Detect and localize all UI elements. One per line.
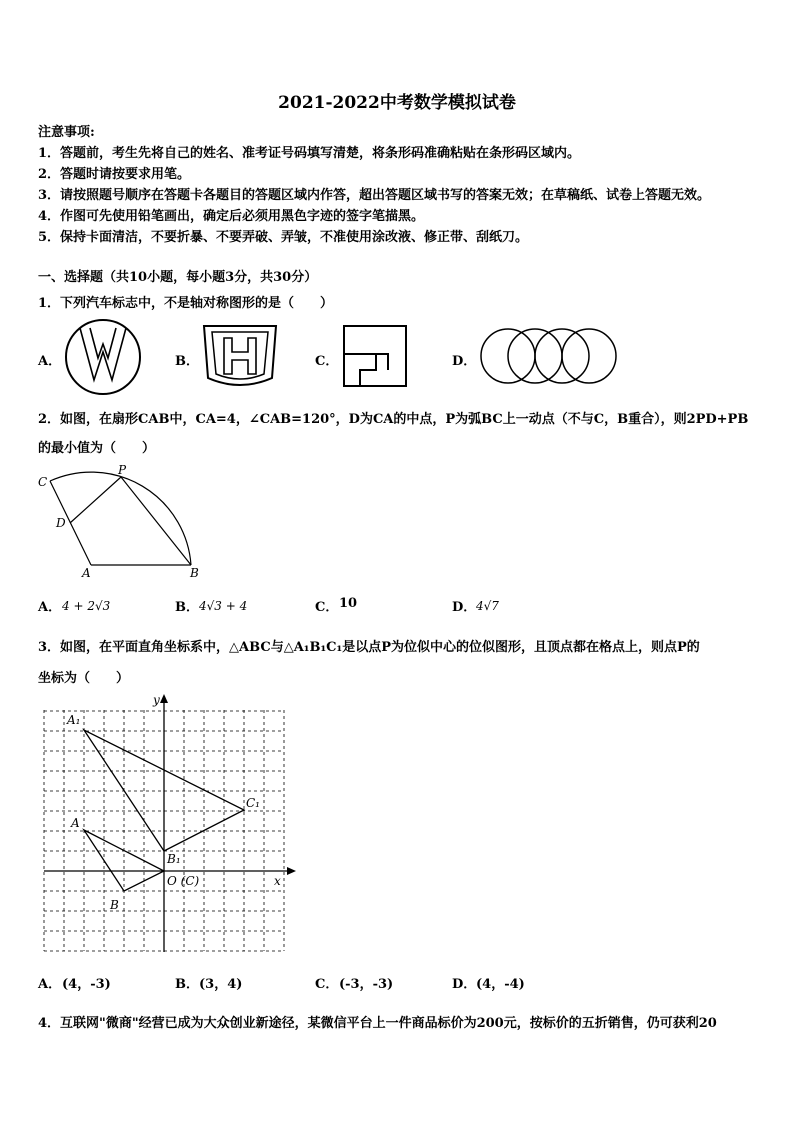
q2-option-c-label: C．	[315, 600, 339, 615]
label-c1: C₁	[246, 796, 260, 810]
logo-w-mark	[80, 328, 126, 380]
q3-option-b-value: (3，4)	[199, 977, 243, 992]
q2-option-c-value: 10	[339, 596, 358, 611]
notice-item: 1．答题前，考生先将自己的姓名、准考证号码填写清楚，将条形码准确粘贴在条形码区域内。	[38, 146, 581, 161]
q1-option-b-label: B．	[175, 354, 199, 369]
question-3-stem-line1: 3．如图，在平面直角坐标系中，△ABC与△A₁B₁C₁是以点P为位似中心的位似图形，且顶点都在格点上，则点P的	[38, 640, 700, 655]
question-2-stem-line1: 2．如图，在扇形CAB中，CA=4，∠CAB=120°，D为CA的中点，P为弧BC上一动点（不与C，B重合），则2PD+PB	[38, 412, 749, 427]
x-axis-arrow	[287, 867, 296, 875]
label-a: A	[82, 566, 91, 580]
label-d: D	[56, 516, 66, 530]
q1-option-a-logo	[62, 318, 144, 396]
label-x: x	[274, 874, 281, 888]
q2-option-d-value: 4√7	[476, 599, 499, 613]
q3-option-d-label: D．	[452, 977, 477, 992]
q3-option-c-label: C．	[315, 977, 339, 992]
q1-option-d-logo	[476, 326, 622, 386]
segment-dp	[70, 477, 121, 523]
q2-sector-figure	[34, 462, 214, 582]
logo-h-mark	[224, 338, 256, 374]
notice-item: 2．答题时请按要求用笔。	[38, 167, 191, 182]
q3-option-d-value: (4，-4)	[476, 977, 525, 992]
q1-option-a-label: A．	[38, 354, 62, 369]
q3-option-a-value: (4，-3)	[62, 977, 111, 992]
notice-item: 5．保持卡面清洁，不要折暴、不要弄破、弄皱，不准使用涂改液、修正带、刮纸刀。	[38, 230, 529, 245]
q3-option-b-label: B．	[175, 977, 199, 992]
q2-option-b-label: B．	[175, 600, 199, 615]
label-b1: B₁	[167, 852, 181, 866]
label-a1: A₁	[67, 713, 81, 727]
arc-bc	[50, 472, 191, 565]
q3-option-c-value: (-3，-3)	[339, 977, 394, 992]
label-o: O (C)	[167, 874, 200, 888]
q3-option-a-label: A．	[38, 977, 62, 992]
segment-pb	[121, 477, 191, 565]
logo-outer-circle	[66, 320, 140, 394]
question-2-stem-line2: 的最小值为（ ）	[38, 441, 156, 456]
q1-option-b-logo	[198, 322, 282, 392]
question-4-stem: 4．互联网"微商"经营已成为大众创业新途径，某微信平台上一件商品标价为200元，按标价的五折销售，仍可获利20	[38, 1016, 717, 1031]
question-1-stem: 1．下列汽车标志中，不是轴对称图形的是（ ）	[38, 296, 334, 311]
notice-item: 4．作图可先使用铅笔画出，确定后必须用黑色字迹的签字笔描黑。	[38, 209, 425, 224]
y-axis-arrow	[160, 694, 168, 703]
label-y: y	[153, 693, 160, 707]
label-p: P	[118, 463, 127, 477]
section-heading: 一、选择题（共10小题，每小题3分，共30分）	[38, 270, 318, 285]
q1-option-c-label: C．	[315, 354, 339, 369]
label-b: B	[110, 898, 119, 912]
question-3-stem-line2: 坐标为（ ）	[38, 671, 130, 686]
q1-option-c-logo	[340, 322, 410, 390]
notice-heading: 注意事项:	[38, 125, 95, 140]
q2-option-a-label: A．	[38, 600, 62, 615]
notice-item: 3．请按照题号顺序在答题卡各题目的答题区域内作答，超出答题区域书写的答案无效；在草稿纸、试卷上答题无效。	[38, 188, 711, 203]
label-b: B	[190, 566, 199, 580]
page-title: 2021-2022中考数学模拟试卷	[278, 93, 516, 113]
q1-option-d-label: D．	[452, 354, 477, 369]
q3-coordinate-figure	[40, 690, 300, 956]
q2-option-d-label: D．	[452, 600, 477, 615]
label-c: C	[38, 475, 48, 489]
q2-option-b-value: 4√3 + 4	[199, 599, 248, 613]
q2-option-a-value: 4 + 2√3	[62, 599, 111, 613]
label-a: A	[71, 816, 80, 830]
